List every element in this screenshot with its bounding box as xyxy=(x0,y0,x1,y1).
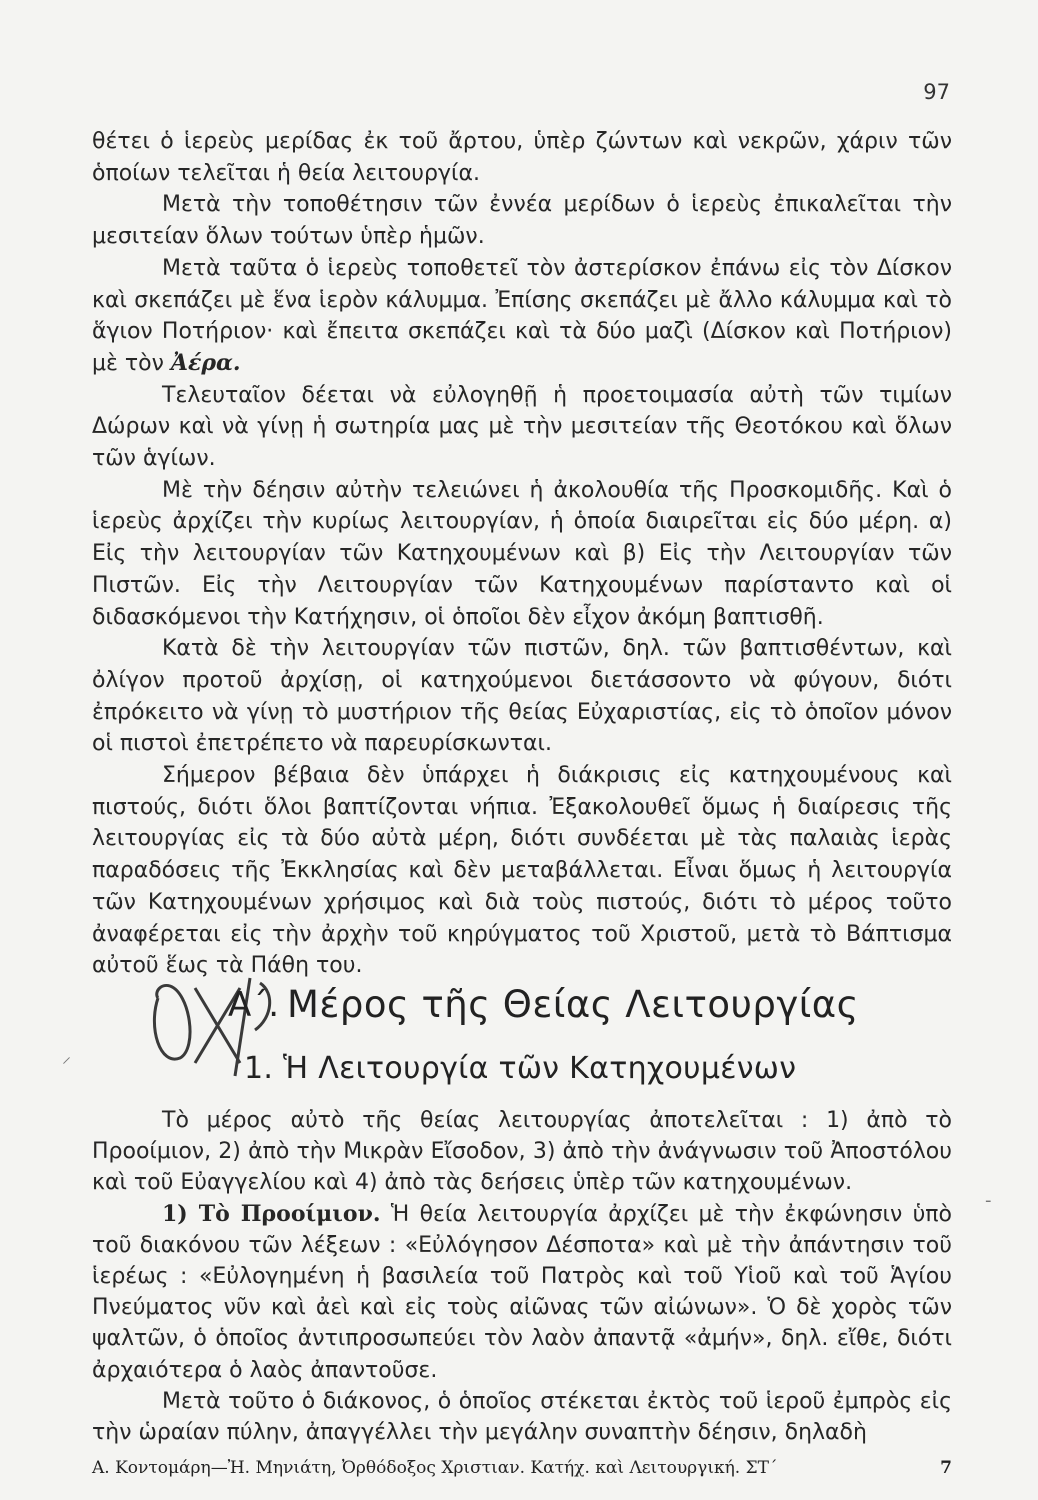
paragraph-prooimion xyxy=(92,1199,952,1386)
section-title: 1. Ἡ Λειτουργία τῶν Κατηχουμένων xyxy=(244,1051,797,1086)
prooimion-label: 1) Τὸ Προοίμιον. xyxy=(162,1200,381,1227)
page-number: 97 xyxy=(923,80,950,104)
chapter-label: Α΄. xyxy=(228,985,280,1025)
footer-text: Α. Κοντομάρη—Ἠ. Μηνιάτη, Ὀρθόδοξος Χριστιαν. Κατήχ. καὶ Λειτουργική. ΣΤ΄ xyxy=(92,1458,778,1478)
paragraph-3 xyxy=(92,253,952,380)
paragraph-7: Σήμερον βέβαια δὲν ὑπάρχει ἡ διάκρισις εἰς κατηχουμένους καὶ πιστούς, διότι ὅλοι βαπτίζονται νήπια. Ἐξακολουθεῖ ὅμως ἡ διαίρεσις τῆς λειτουργίας εἰς τὰ δύο αὐτὰ μέρη, διότι συνδέεται μὲ τὰς παλαιὰς ἱερὰς παραδόσεις τῆς Ἐκκλησίας καὶ δὲν μεταβάλλεται. Εἶναι ὅμως ἡ λειτουργία τῶν Κατηχουμένων χρήσιμος καὶ διὰ τοὺς πιστούς, διότι τὸ μέρος τοῦτο ἀναφέρεται εἰς τὴν ἀρχὴν τοῦ κηρύγματος τοῦ Χριστοῦ, μετὰ τὸ Βάπτισμα αὐτοῦ ἕως τὰ Πάθη του. xyxy=(92,763,952,979)
chapter-title: Μέρος τῆς Θείας Λειτουργίας xyxy=(287,983,859,1026)
paragraph-last: Μετὰ τοῦτο ὁ διάκονος, ὁ ὁποῖος στέκεται ἐκτὸς τοῦ ἱεροῦ ἐμπρὸς εἰς τὴν ὡραίαν πύλην, ἀπαγγέλλει τὴν μεγάλην συναπτὴν δέησιν, δηλαδὴ xyxy=(92,1388,952,1446)
body-text-bottom xyxy=(92,1105,952,1448)
margin-dash-left: ⸍ xyxy=(62,1054,71,1075)
footer xyxy=(92,1458,952,1478)
body-text-top xyxy=(92,126,952,982)
paragraph-5: Μὲ τὴν δέησιν αὐτὴν τελειώνει ἡ ἀκολουθία τῆς Προσκομιδῆς. Καὶ ὁ ἱερεὺς ἀρχίζει τὴν κυρίως λειτουργίαν, ἡ ὁποία διαιρεῖται εἰς δύο μέρη. α) Εἰς τὴν λειτουργίαν τῶν Κατηχουμένων καὶ β) Εἰς τὴν Λειτουργίαν τῶν Πιστῶν. Εἰς τὴν Λειτουργίαν τῶν Κατηχουμένων παρίσταντο καὶ οἱ διδασκόμενοι τὴν Κατήχησιν, οἱ ὁποῖοι δὲν εἶχον ἀκόμη βαπτισθῆ. xyxy=(92,477,952,630)
paragraph-2: Μετὰ τὴν τοποθέτησιν τῶν ἐννέα μερίδων ὁ ἱερεὺς ἐπικαλεῖται τὴν μεσιτείαν ὅλων τούτων ὑπὲρ ἡμῶν. xyxy=(92,192,952,250)
paragraph-1: θέτει ὁ ἱερεὺς μερίδας ἐκ τοῦ ἄρτου, ὑπὲρ ζώντων καὶ νεκρῶν, χάριν τῶν ὁποίων τελεῖται ἡ θεία λειτουργία. xyxy=(92,129,952,186)
paragraph-3-text: Μετὰ ταῦτα ὁ ἱερεὺς τοποθετεῖ τὸν ἀστερίσκον ἐπάνω εἰς τὸν Δίσκον καὶ σκεπάζει μὲ ἕνα ἱερὸν κάλυμμα. Ἐπίσης σκεπάζει μὲ ἄλλο κάλυμμα καὶ τὸ ἅγιον Ποτήριον· καὶ ἔπειτα σκεπάζει καὶ τὰ δύο μαζὶ (Δίσκον καὶ Ποτήριον) μὲ τὸν xyxy=(92,255,952,376)
paragraph-6: Κατὰ δὲ τὴν λειτουργίαν τῶν πιστῶν, δηλ. τῶν βαπτισθέντων, καὶ ὀλίγον προτοῦ ἀρχίσῃ, οἱ κατηχούμενοι διετάσσοντο νὰ φύγουν, διότι ἐπρόκειτο νὰ γίνῃ τὸ μυστήριον τῆς θείας Εὐχαριστίας, εἰς τὸ ὁποῖον μόνον οἱ πιστοὶ ἐπετρέπετο νὰ παρευρίσκωνται. xyxy=(92,636,952,757)
aera-term: Ἀέρα. xyxy=(170,349,241,376)
signature-mark: 7 xyxy=(940,1458,952,1478)
paragraph-intro: Τὸ μέρος αὐτὸ τῆς θείας λειτουργίας ἀποτελεῖται : 1) ἀπὸ τὸ Προοίμιον, 2) ἀπὸ τὴν Μικρὰν Εἴσοδον, 3) ἀπὸ τὴν ἀνάγνωσιν τοῦ Ἀποστόλου καὶ τοῦ Εὐαγγελίου καὶ 4) ἀπὸ τὰς δεήσεις ὑπὲρ τῶν κατηχουμένων. xyxy=(92,1108,952,1196)
margin-dash-right: - xyxy=(985,1190,992,1211)
prooimion-text: Ἡ θεία λειτουργία ἀρχίζει μὲ τὴν ἐκφώνησιν ὑπὸ τοῦ διακόνου τῶν λέξεων : «Εὐλόγησον Δέσποτα» καὶ μὲ τὴν ἀπάντησιν τοῦ ἱερέως : «Εὐλογημένη ἡ βασιλεία τοῦ Πατρὸς καὶ τοῦ Υἱοῦ καὶ τοῦ Ἁγίου Πνεύματος νῦν καὶ ἀεὶ καὶ εἰς τοὺς αἰῶνας τῶν αἰώνων». Ὁ δὲ χορὸς τῶν ψαλτῶν, ὁ ὁποῖος ἀντιπροσωπεύει τὸν λαὸν ἀπαντᾷ «ἀμήν», δηλ. εἴθε, διότι ἀρχαιότερα ὁ λαὸς ἀπαντοῦσε. xyxy=(92,1201,953,1383)
paragraph-4: Τελευταῖον δέεται νὰ εὐλογηθῇ ἡ προετοιμασία αὐτὴ τῶν τιμίων Δώρων καὶ νὰ γίνῃ ἡ σωτηρία μας μὲ τὴν μεσιτείαν τῆς Θεοτόκου καὶ ὅλων τῶν ἁγίων. xyxy=(92,382,952,472)
